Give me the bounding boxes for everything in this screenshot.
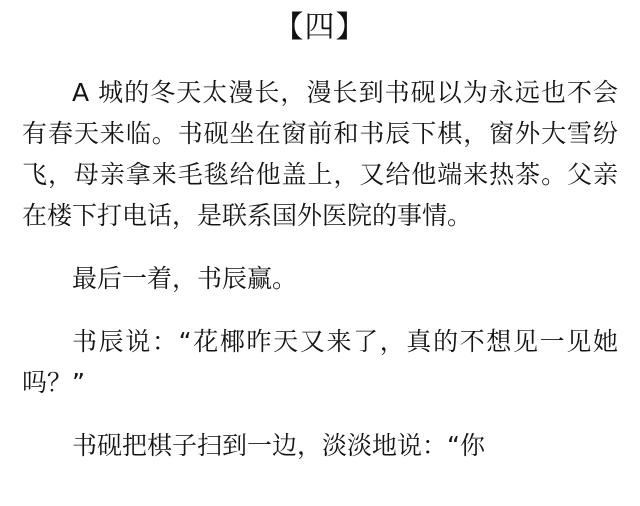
paragraph: 最后一着，书辰赢。	[72, 264, 298, 293]
document-body	[22, 72, 618, 466]
document-page	[0, 6, 640, 506]
chapter-title: 【四】	[273, 10, 367, 45]
paragraph: 书辰说：“花椰昨天又来了，真的不想见一见她吗？”	[22, 327, 618, 397]
paragraph: 书砚把棋子扫到一边，淡淡地说：“你	[72, 431, 485, 460]
paragraph: A 城的冬天太漫长，漫长到书砚以为永远也不会有春天来临。书砚坐在窗前和书辰下棋，窗外大雪纷飞，母亲拿来毛毯给他盖上，又给他端来热茶。父亲在楼下打电话，是联系国外医院的事情。	[22, 78, 618, 230]
